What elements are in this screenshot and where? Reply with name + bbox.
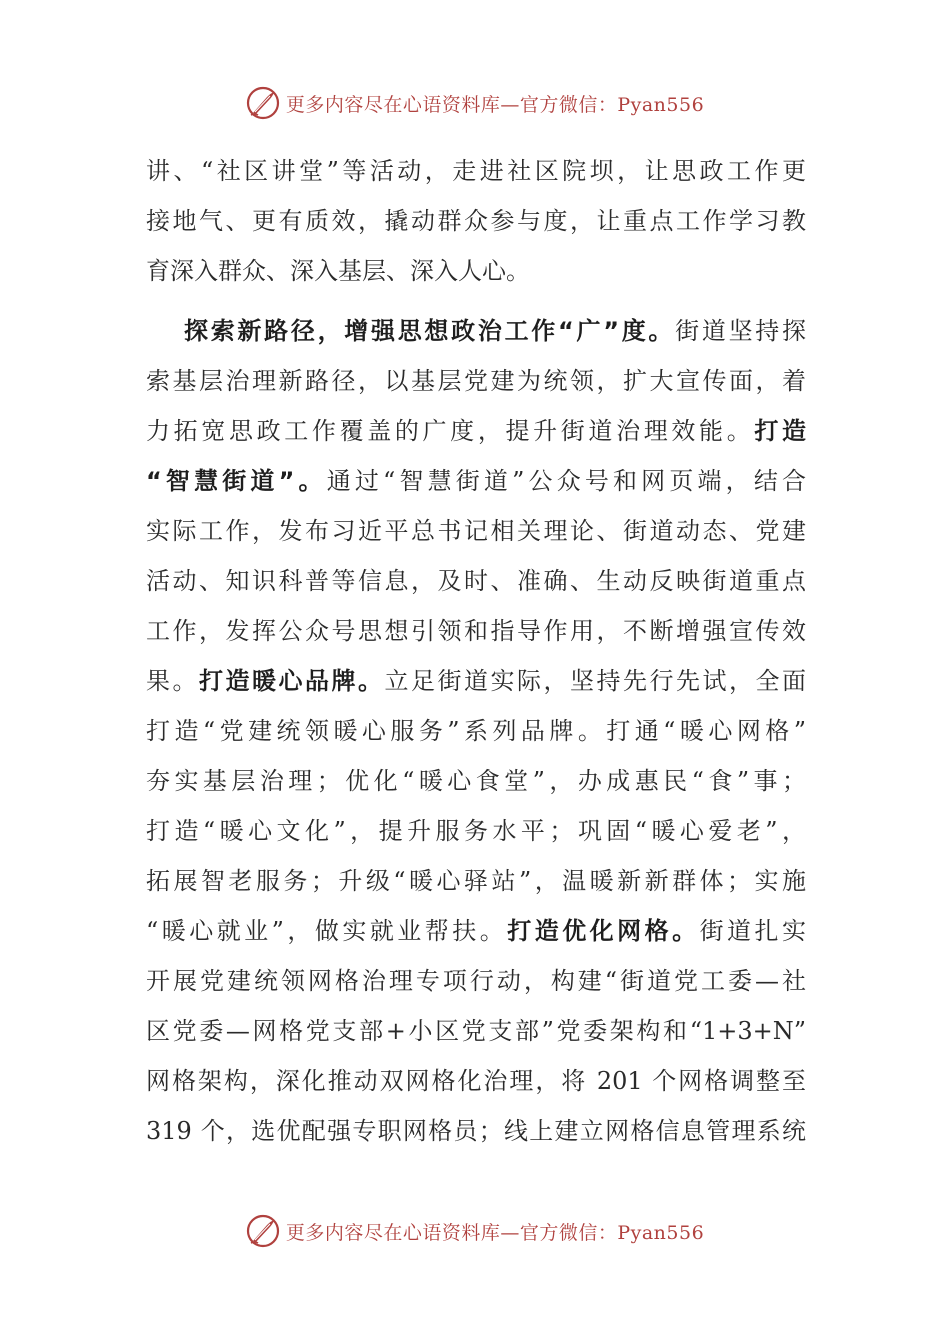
text-line	[146, 1106, 806, 1156]
text-line	[146, 196, 806, 246]
text-line	[146, 806, 806, 856]
header-watermark	[0, 86, 950, 120]
text-line	[146, 146, 806, 196]
text-line	[146, 1056, 806, 1106]
text-run: 319 个，选优配强专职网格员；线上建立网格信息管理系统	[146, 1117, 806, 1145]
paragraph-2	[146, 306, 806, 1156]
text-run: 街道坚持探	[675, 317, 807, 345]
text-run: 力拓宽思政工作覆盖的广度，提升街道治理效能。	[146, 417, 755, 445]
bold-heading-run: “智慧街道”。	[146, 467, 327, 495]
text-run: 立足街道实际，坚持先行先试，全面	[384, 667, 806, 695]
text-run: 育深入群众、深入基层、深入人心。	[146, 257, 530, 285]
text-line	[146, 556, 806, 606]
watermark-text: 更多内容尽在心语资料库—官方微信：Pyan556	[285, 93, 705, 116]
text-run: 街道扎实	[699, 917, 807, 945]
text-line	[146, 706, 806, 756]
text-line	[146, 356, 806, 406]
text-run: 工作，发挥公众号思想引领和指导作用，不断增强宣传效	[146, 617, 806, 645]
bold-heading-run: 打造优化网格。	[507, 917, 700, 945]
text-run: 果。	[146, 667, 199, 695]
text-run: 接地气、更有质效，撬动群众参与度，让重点工作学习教	[146, 207, 806, 235]
text-line	[146, 906, 806, 956]
text-run: 拓展智老服务；升级“暖心驿站”，温暖新新群体；实施	[146, 867, 806, 895]
text-line	[146, 656, 806, 706]
text-line	[146, 606, 806, 656]
bold-heading-run: 打造暖心品牌。	[199, 667, 385, 695]
text-run: 活动、知识科普等信息，及时、准确、生动反映街道重点	[146, 567, 806, 595]
text-run: 网格架构，深化推动双网格化治理，将 201 个网格调整至	[146, 1067, 806, 1095]
text-line	[146, 406, 806, 456]
quill-pen-logo-icon	[246, 1214, 280, 1248]
text-line	[146, 1006, 806, 1056]
text-line	[146, 456, 806, 506]
quill-pen-logo-icon	[246, 86, 280, 120]
paragraph-1	[146, 146, 806, 296]
bold-heading-run: 探索新路径，增强思想政治工作“广”度。	[184, 317, 676, 345]
footer-watermark	[0, 1214, 950, 1248]
watermark-text: 更多内容尽在心语资料库—官方微信：Pyan556	[285, 1221, 705, 1244]
text-run: 区党委—网格党支部+小区党支部”党委架构和“1+3+N”	[146, 1017, 806, 1045]
text-run: 讲、“社区讲堂”等活动，走进社区院坝，让思政工作更	[146, 157, 806, 185]
text-run: 打造“党建统领暖心服务”系列品牌。打通“暖心网格”	[146, 717, 806, 745]
text-run: 夯实基层治理；优化“暖心食堂”，办成惠民“食”事；	[146, 767, 806, 795]
text-run: 打造“暖心文化”，提升服务水平；巩固“暖心爱老”，	[146, 817, 806, 845]
text-line	[146, 956, 806, 1006]
text-run: “暖心就业”，做实就业帮扶。	[146, 917, 508, 945]
bold-heading-run: 打造	[754, 417, 807, 445]
text-line	[146, 306, 806, 356]
text-line	[146, 506, 806, 556]
text-run: 索基层治理新路径，以基层党建为统领，扩大宣传面，着	[146, 367, 806, 395]
text-line	[146, 756, 806, 806]
text-line	[146, 856, 806, 906]
text-run: 实际工作，发布习近平总书记相关理论、街道动态、党建	[146, 517, 806, 545]
text-run: 开展党建统领网格治理专项行动，构建“街道党工委—社	[146, 967, 806, 995]
text-run: 通过“智慧街道”公众号和网页端，结合	[326, 467, 806, 495]
document-body	[146, 146, 806, 1156]
text-line	[146, 246, 806, 296]
